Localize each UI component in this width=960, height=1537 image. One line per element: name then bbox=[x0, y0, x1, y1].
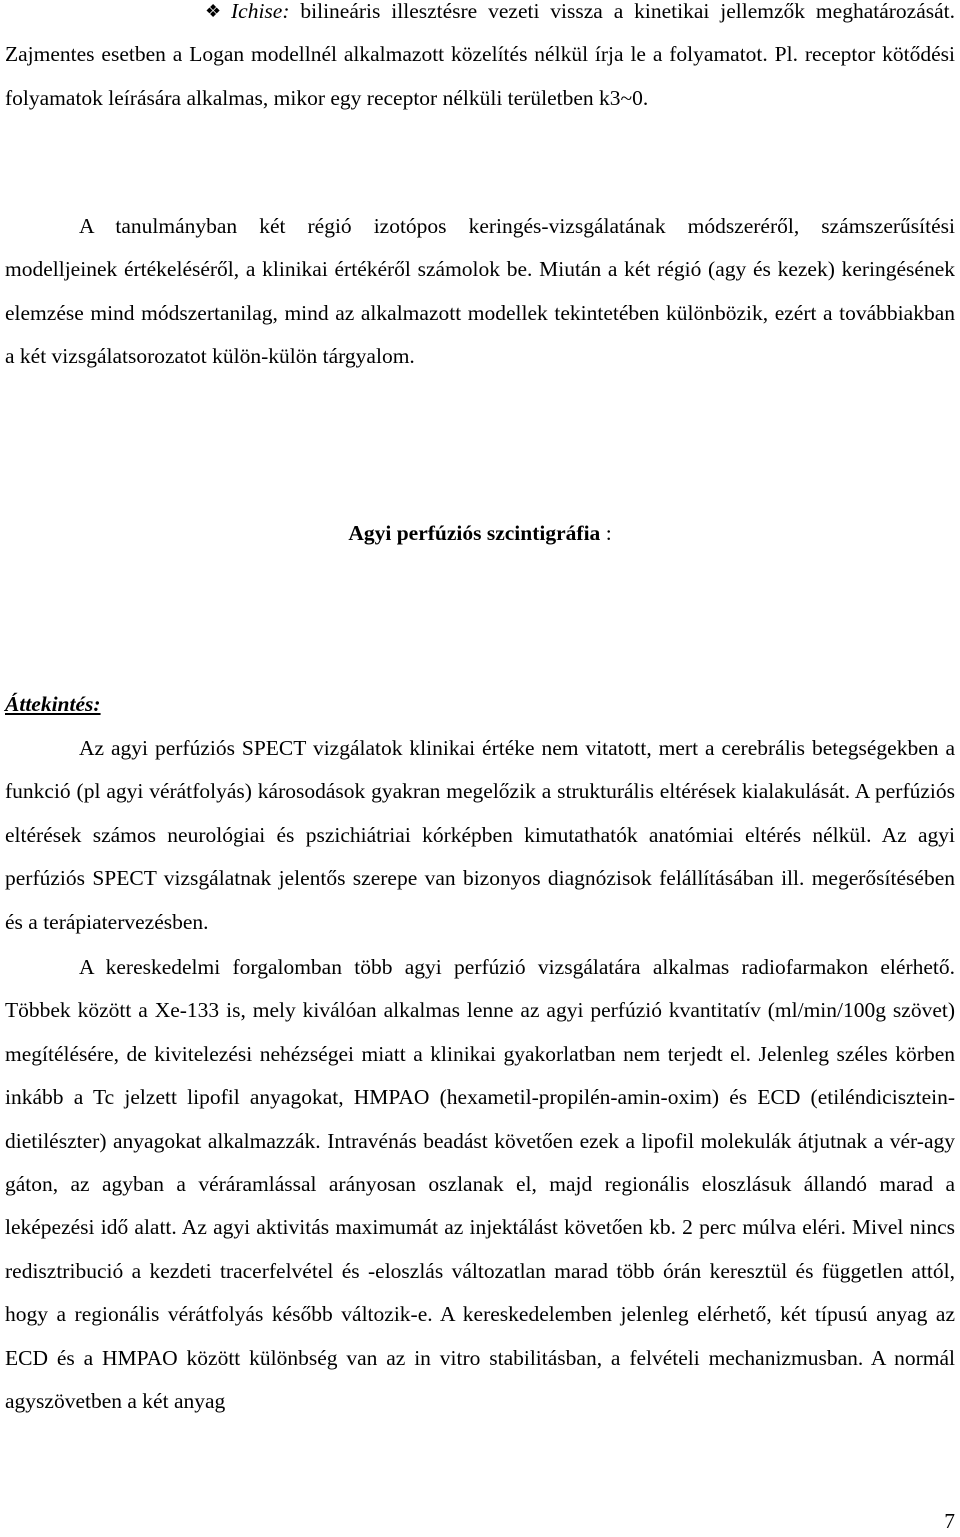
diamond-bullet-icon: ❖ bbox=[205, 1, 222, 21]
section-heading-suffix: : bbox=[600, 521, 612, 545]
overview-paragraph-1: Az agyi perfúziós SPECT vizgálatok klinikai értéke nem vitatott, mert a cerebrális betegségekben a funkció (pl agyi vérátfolyás) károsodások gyakran megelőzik a strukturális eltérések kialakulását. A perfúziós eltérések számos neurológiai és pszichiátriai kórképben kimutathatók anatómiai eltérés nélkül. Az agyi perfúziós SPECT vizsgálatnak jelentős szerepe van bizonyos diagnózisok felállításában ill. megerősítésében és a terápiatervezésben. bbox=[5, 736, 955, 934]
bullet-text: bilineáris illesztésre vezeti vissza a kinetikai jellemzők meghatározását. Zajmentes esetben a Logan modellnél alkalmazott közelítés nélkül írja le a folyamatot. Pl. receptor kötődési folyamatok leírására alkalmas, mikor egy receptor nélküli területben k3~0. bbox=[5, 0, 955, 110]
bullet-paragraph bbox=[5, 0, 955, 120]
overview-subheading: Áttekintés: bbox=[5, 692, 101, 716]
section-heading bbox=[0, 512, 960, 555]
bullet-term: Ichise: bbox=[231, 0, 290, 23]
intro-paragraph: A tanulmányban két régió izotópos keringés-vizsgálatának módszeréről, számszerűsítési modelljeinek értékeléséről, a klinikai értékéről számolok be. Miután a két régió (agy és kezek) keringésének elemzése mind módszertanilag, mind az alkalmazott modellek tekintetében különbözik, ezért a továbbiakban a két vizsgálatsorozatot külön-külön tárgyalom. bbox=[5, 214, 955, 369]
overview-paragraph-2: A kereskedelmi forgalomban több agyi perfúzió vizsgálatára alkalmas radiofarmakon elérhető. Többek között a Xe-133 is, mely kiválóan alkalmas lenne az agyi perfúzió kvantitatív (ml/min/100g szövet) megítélésére, de kivitelezési nehézségei miatt a klinikai gyakorlatban nem terjedt el. Jelenleg széles körben inkább a Tc jelzett lipofil anyagokat, HMPAO (hexametil-propilén-amin-oxim) és ECD (etiléndicisztein-dietilészter) anyagokat alkalmazzák. Intravénás beadást követően ezek a lipofil molekulák átjutnak a vér-agy gáton, az agyban a véráramlással arányosan oszlanak el, majd regionális eloszlásuk állandó marad a leképezési idő alatt. Az agyi aktivitás maximumát az injektálást követően kb. 2 perc múlva eléri. Mivel nincs redisztribució a kezdeti tracerfelvétel és -eloszlás változatlan marad több órán keresztül és független attól, hogy a regionális vérátfolyás később változik-e. A kereskedelemben jelenleg elérhető, két típusú anyag az ECD és a HMPAO között különbség van az in vitro stabilitásban, a felvételi mechanizmusban. A normál agyszövetben a két anyag bbox=[5, 955, 955, 1414]
page-number: 7 bbox=[944, 1509, 955, 1533]
section-heading-title: Agyi perfúziós szcintigráfia bbox=[348, 521, 601, 545]
